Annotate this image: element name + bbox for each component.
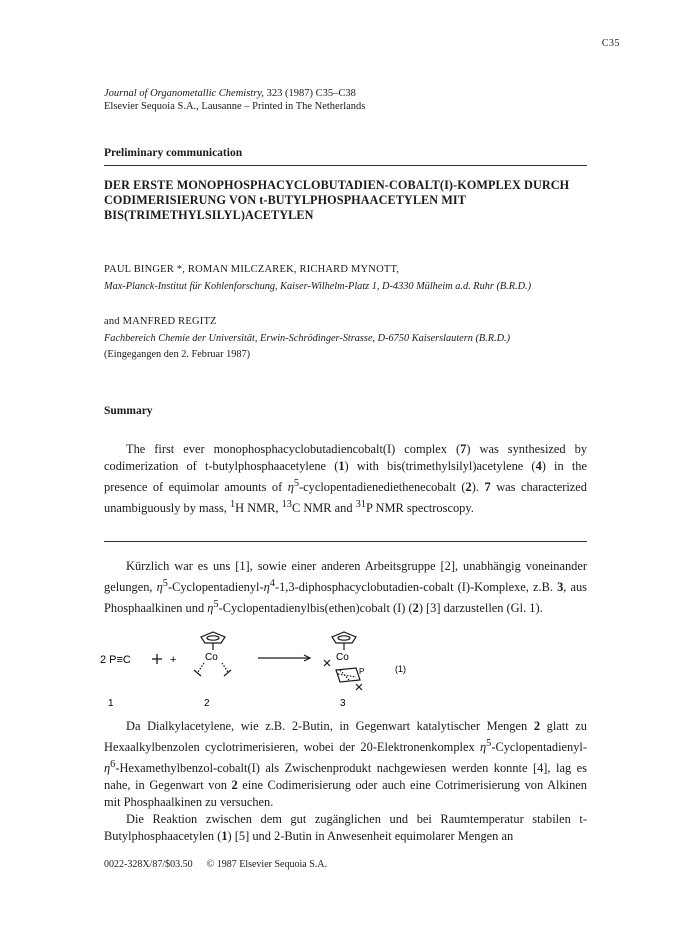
summary-divider [104, 541, 587, 542]
tbu-cross [152, 654, 162, 664]
issn-price-code: 0022-328X/87/$03.50 [104, 859, 193, 870]
ethene-ligands [194, 663, 231, 676]
body-paragraph-1: Kürzlich war es uns [1], sowie einer anderen Arbeitsgruppe [2], unabhängig voneinander gelungen, $\eta^5-Cyclopentadienyl-\eta^4-1,3-diphosphacyclobutadien$-cobalt (I)-Komplexe, z.B. 3, aus Phosphaalkinen und $\eta^5-Cyclopentadienylbis(ethen)cobalt$ (I) (2) [3] darzustellen (Gl. 1). [104, 559, 587, 616]
affiliation-1: Max-Planck-Institut für Kohlenforschung, Kaiser-Wilhelm-Platz 1, D-4330 Mülheim a.d. Ruhr (B.R.D.) [104, 281, 532, 292]
cobalt-label-left: Co [205, 652, 218, 663]
author-group-1: PAUL BINGER *, ROMAN MILCZAREK, RICHARD MYNOTT, [104, 264, 400, 275]
tbu-cross-upper [324, 660, 330, 666]
top-divider [104, 165, 587, 166]
affiliation-2: Fachbereich Chemie der Universität, Erwin-Schrödinger-Strasse, D-6750 Kaiserslautern (B.R.D.) [104, 333, 511, 344]
received-date: (Eingegangen den 2. Februar 1987) [104, 349, 251, 360]
reaction-scheme [100, 630, 520, 715]
journal-reference: 323 (1987) C35–C38 [266, 88, 356, 99]
copyright-notice: © 1987 Elsevier Sequoia S.A. [206, 859, 327, 870]
footer [104, 859, 327, 870]
publisher-line: Elsevier Sequoia S.A., Lausanne – Printed in The Netherlands [104, 101, 366, 112]
equation-number: (1) [395, 664, 406, 674]
journal-header [104, 87, 365, 113]
phosphorus-label: P [359, 667, 365, 676]
plus-sign: + [170, 654, 177, 666]
compound-label-1: 1 [108, 698, 114, 709]
reagent-formula: 2 P≡C [100, 654, 131, 666]
page-number: C35 [601, 38, 620, 49]
body-paragraph-2: Da Dialkylacetylene, wie z.B. 2-Butin, in Gegenwart katalytischer Mengen 2 glatt zu Hexaalkylbenzolen cyclotrimerisieren, wobei der 20-Elektronenkomplex $\eta^5-Cyclopentadienyl-\eta^6-Hexamethylbenzol-cobalt(I)$ als Zwischenprodukt nachgewiesen werden konnte [4], lag es nahe, in Gegenwart von 2 eine Codimerisierung oder auch eine Cotrimerisierung von Alkinen mit Phosphaalkinen zu versuchen. Die Reaktion zwischen dem gut zugänglichen und bei Raumtemperatur stabilen t-Butylphosphaacetylen (1) [5] und 2-Butin in Anwesenheit equimolarer Mengen an [104, 719, 587, 844]
summary-paragraph: The first ever monophosphacyclobutadiencobalt(I) complex (7) was synthesized by codimerization of t-butylphosphaacetylene (1) with bis(trimethylsilyl)acetylene (4) in the presence of equimolar amounts of $\eta^5$-cyclopentadienediethenecobalt (2). 7 was characterized unambiguously by mass, $^1$H NMR, $^{13}$C NMR and $^{31}$P NMR spectroscopy. [104, 442, 588, 516]
author-group-2: and MANFRED REGITZ [104, 316, 217, 327]
journal-citation [104, 87, 365, 100]
compound-label-3: 3 [340, 698, 346, 709]
journal-name: Journal of Organometallic Chemistry, [104, 88, 265, 99]
cp-ring-left [201, 632, 225, 650]
article-title: DER ERSTE MONOPHOSPHACYCLOBUTADIEN-COBALT(I)-KOMPLEX DURCH CODIMERISIERUNG VON t-BUTYLPHOSPHAACETYLEN MIT BIS(TRIMETHYLSILYL)ACETYLEN [104, 178, 570, 222]
section-label: Preliminary communication [104, 147, 243, 159]
tbu-cross-lower [356, 684, 362, 690]
reaction-arrow [258, 655, 310, 661]
compound-label-2: 2 [204, 698, 210, 709]
cobalt-label-right: Co [336, 652, 349, 663]
summary-heading: Summary [104, 405, 153, 417]
cp-ring-right [332, 632, 356, 650]
diphosphete-ring [336, 668, 360, 682]
